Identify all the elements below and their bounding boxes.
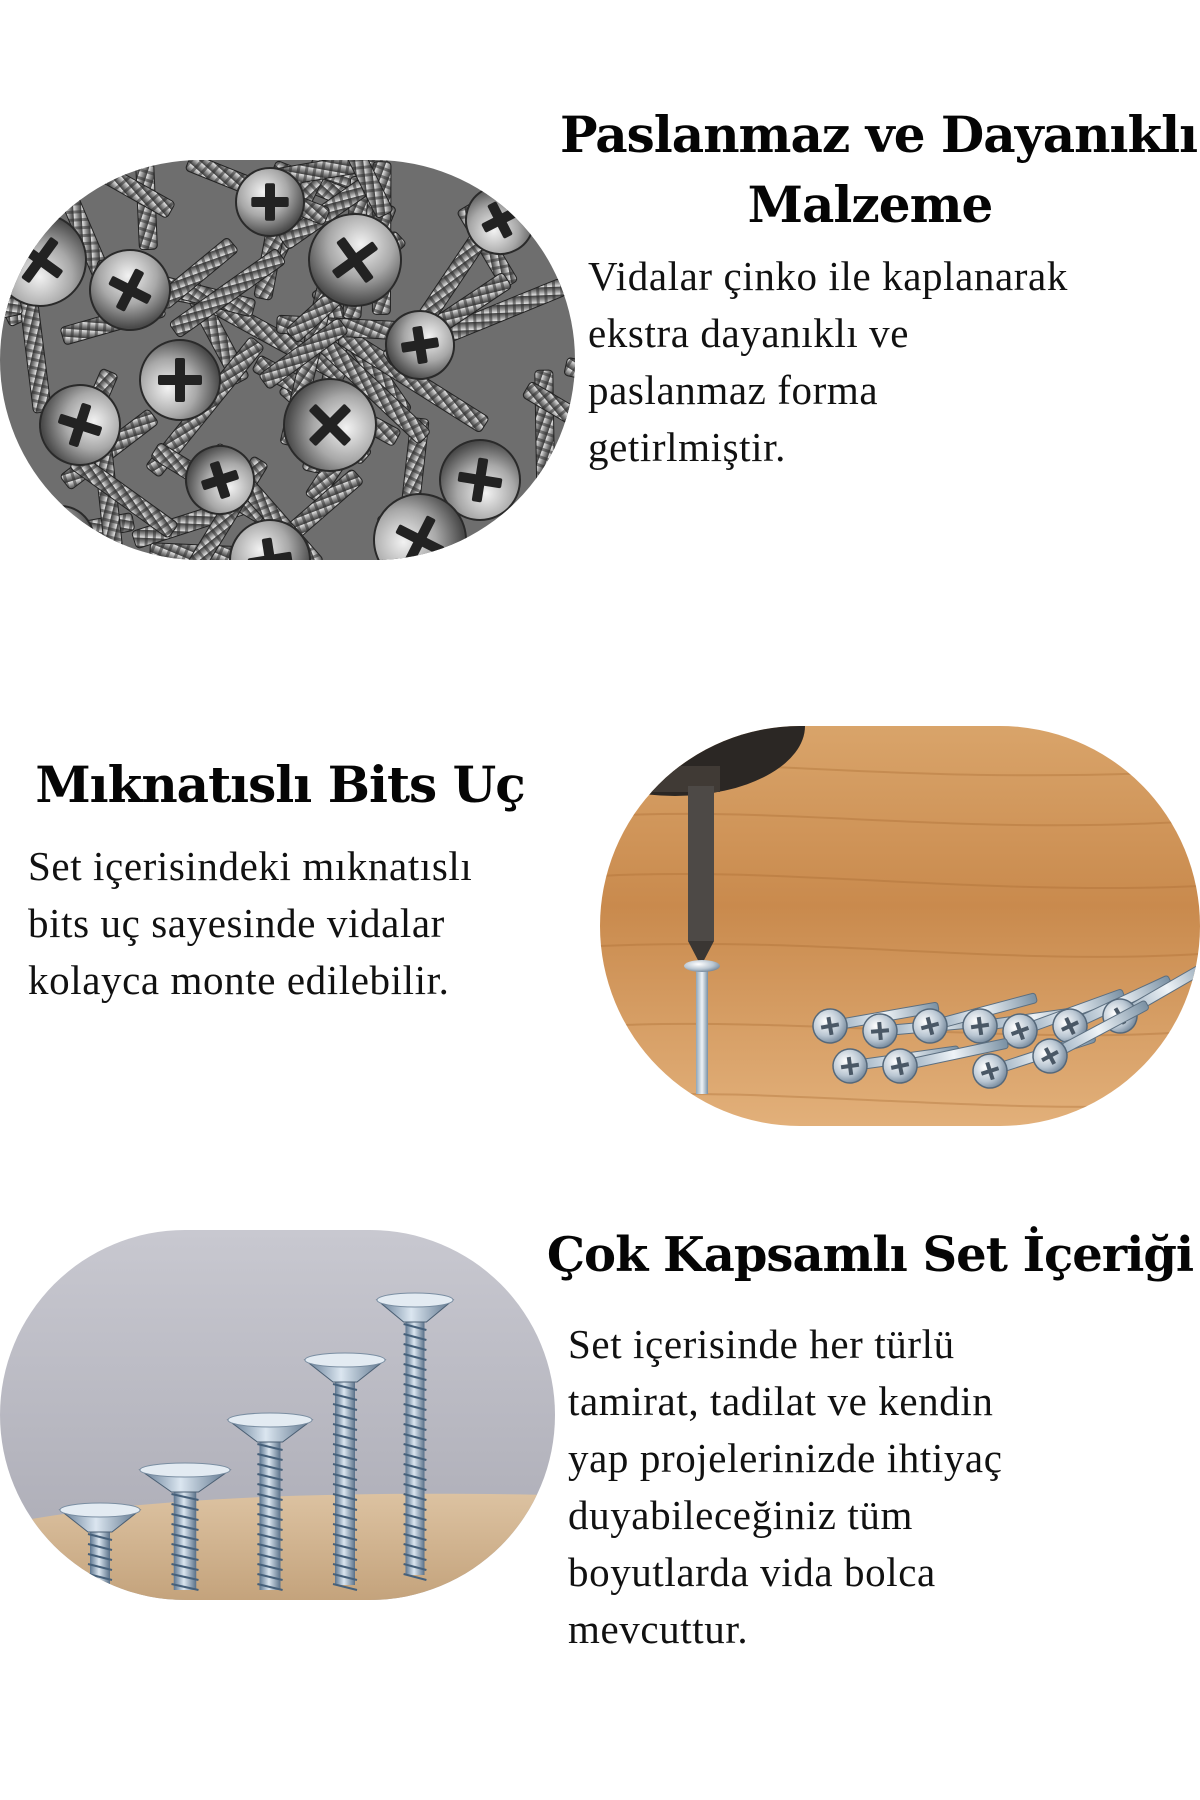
- screw-sizes-image: [0, 1230, 555, 1600]
- section-heading-material: Paslanmaz ve Dayanıklı Malzeme: [560, 105, 1198, 234]
- drill-screw-image: [600, 726, 1200, 1126]
- feature-section-magnetic-bit: [0, 600, 1200, 1160]
- section-heading-magnetic-bit: Mıknatıslı Bits Uç: [35, 755, 525, 814]
- feature-section-material: [0, 0, 1200, 600]
- screw-pile-image: [0, 160, 575, 560]
- section-heading-set-contents: Çok Kapsamlı Set İçeriği: [546, 1227, 1194, 1283]
- section-body-magnetic-bit: Set içerisindeki mıknatıslı bits uç sayesinde vidalar kolayca monte edilebilir.: [28, 843, 473, 1003]
- section-body-material: Vidalar çinko ile kaplanarak ekstra dayanıklı ve paslanmaz forma getirlmiştir.: [588, 253, 1068, 470]
- feature-section-set-contents: [0, 1160, 1200, 1800]
- section-body-set-contents: Set içerisinde her türlü tamirat, tadilat ve kendin yap projelerinizde ihtiyaç duyabileceğiniz tüm boyutlarda vida bolca mevcuttur.: [568, 1321, 1003, 1652]
